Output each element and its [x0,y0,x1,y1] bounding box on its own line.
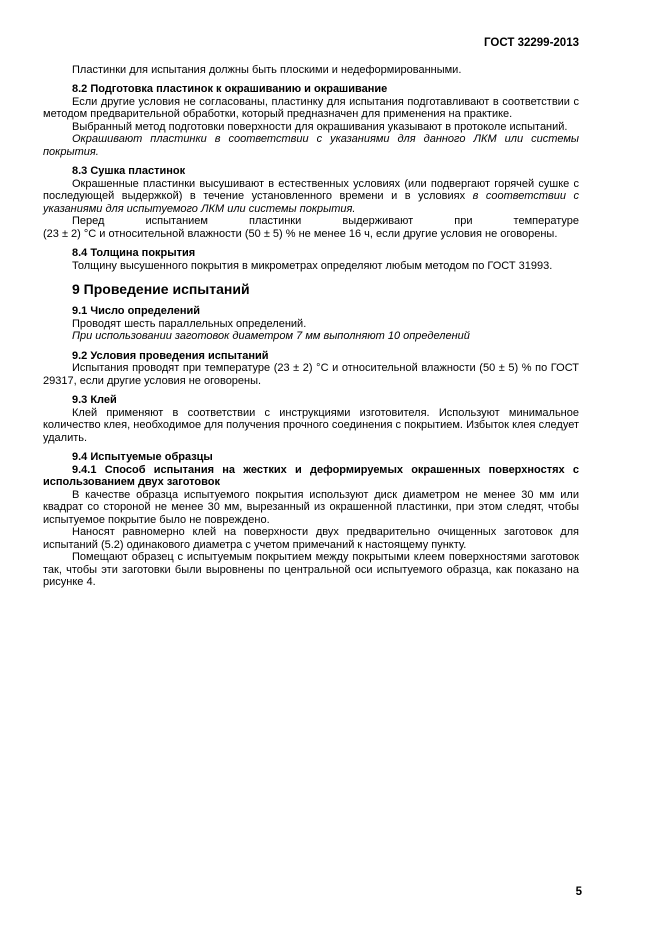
heading-8-3: 8.3 Сушка пластинок [72,165,186,177]
paragraph-9-3-adhesive: Клей применяют в соответствии с инструкциями изготовителя. Используют минимальное количество клея, необходимое для получения прочного соединения с покрытием. Избыток клея следует удалить. [43,406,579,444]
paragraph-8-4-thickness: Толщину высушенного покрытия в микрометрах определяют любым методом по ГОСТ 31993. [72,259,553,272]
paragraph-8-3-drying-normal-text: Окрашенные пластинки высушивают в естественных условиях (или подвергают горячей сушке с последующей выдержкой) в течение установленного времени и в условиях [43,177,579,202]
paragraph-8-3-drying [43,178,579,216]
heading-8-2: 8.2 Подготовка пластинок к окрашиванию и окрашивание [72,83,388,95]
paragraph-8-2-method-protocol: Выбранный метод подготовки поверхности для окрашивания указывают в протоколе испытаний. [72,120,568,133]
heading-9-1: 9.1 Число определений [72,305,201,317]
paragraph-9-4-1-apply-glue: Наносят равномерно клей на поверхности двух предварительно очищенных заготовок для испытаний (5.2) одинакового диаметра с учетом примечаний к настоящему пункту. [43,526,579,551]
paragraph-8-3-conditioning [43,215,579,240]
paragraph-plates-flat: Пластинки для испытания должны быть плоскими и недеформированными. [72,63,462,76]
page-number: 5 [575,885,582,898]
paragraph-9-1-note-italic: При использовании заготовок диаметром 7 мм выполняют 10 определений [72,330,470,342]
heading-8-4: 8.4 Толщина покрытия [72,247,196,259]
running-header-doc-number: ГОСТ 32299-2013 [484,37,579,49]
page-content [43,37,579,589]
paragraph-9-2-conditions: Испытания проводят при температуре (23 ± 2) °С и относительной влажности (50 ± 5) % по ГОСТ 29317, если другие условия не оговорены. [43,362,579,387]
heading-9-4-1: 9.4.1 Способ испытания на жестких и деформируемых окрашенных поверхностях с использованием двух заготовок [43,463,579,488]
paragraph-8-3-conditioning-line1: Перед испытанием пластинки выдерживают при температуре [72,215,579,227]
paragraph-9-4-1-specimen: В качестве образца испытуемого покрытия используют диск диаметром не менее 30 мм или квадрат со стороной не менее 30 мм, вырезанный из окрашенной пластинки, при этом следят, чтобы испытуемое покрытие было не повреждено. [43,488,579,526]
paragraph-8-3-drying-italic-text: в соответствии с указаниями для испытуемого ЛКМ или системы покрытия. [43,190,579,215]
heading-9-3: 9.3 Клей [72,394,117,406]
paragraph-8-2-pretreatment: Если другие условия не согласованы, пластинку для испытания подготавливают в соответствии с методом предварительной обработки, который предназначен для применения на практике. [43,95,579,120]
paragraph-8-3-conditioning-rest: (23 ± 2) °С и относительной влажности (50 ± 5) % не менее 16 ч, если другие условия не оговорены. [43,227,558,240]
paragraph-9-1-six-determinations: Проводят шесть параллельных определений. [72,317,307,330]
heading-9-2: 9.2 Условия проведения испытаний [72,349,269,362]
paragraph-8-2-paint-note-italic: Окрашивают пластинки в соответствии с указаниями для данного ЛКМ или системы покрытия. [43,133,579,158]
heading-9: 9 Проведение испытаний [72,281,250,297]
paragraph-9-4-1-place-specimen: Помещают образец с испытуемым покрытием между покрытыми клеем поверхностями заготовок так, чтобы эти заготовки были выровнены по центральной оси испытуемого образца, как показано на рисунке 4. [43,551,579,588]
heading-9-4: 9.4 Испытуемые образцы [72,451,213,463]
